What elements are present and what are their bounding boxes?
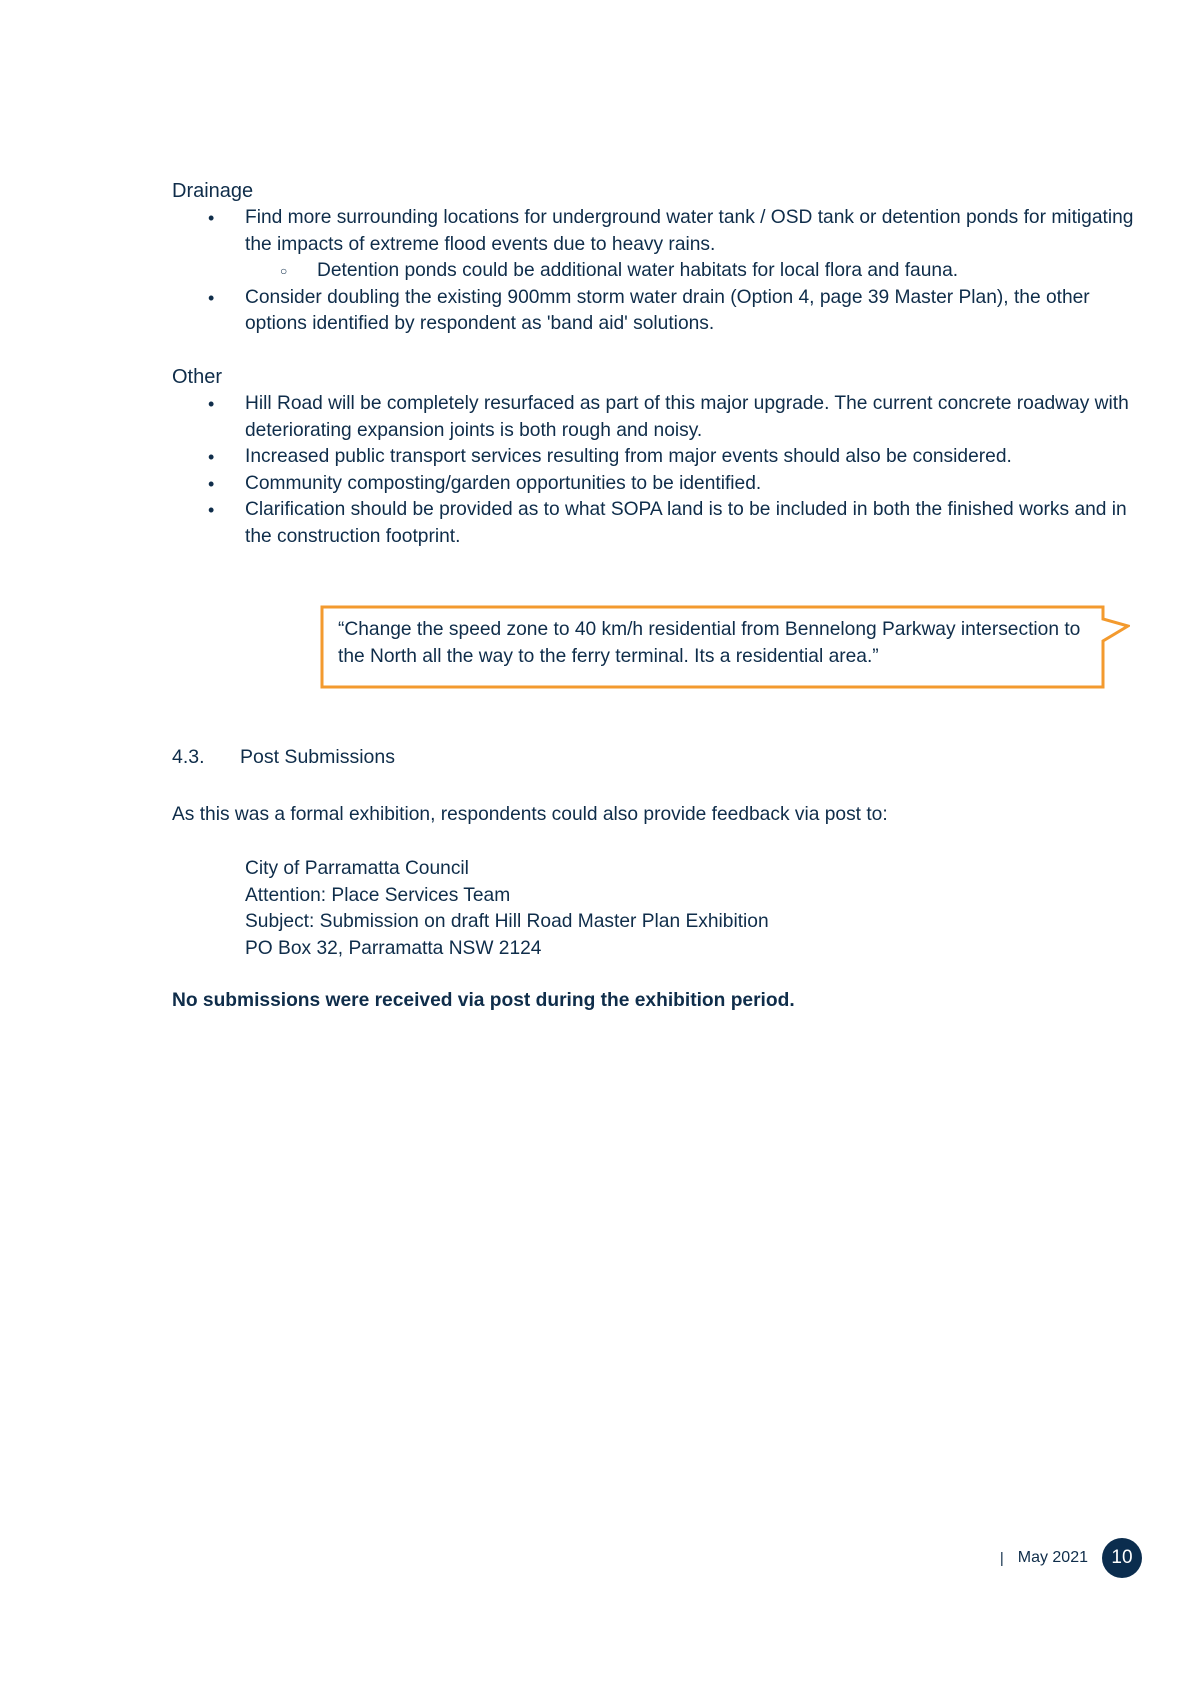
- drainage-list: [172, 205, 1142, 338]
- drainage-heading: Drainage: [172, 180, 254, 202]
- list-item: • Find more surrounding locations for underground water tank / OSD tank or detention ponds for mitigating the impacts of extreme flood events due to heavy rains.: [172, 205, 1142, 258]
- quote-callout: [320, 605, 1105, 685]
- address-line: Subject: Submission on draft Hill Road Master Plan Exhibition: [245, 911, 769, 932]
- footer-date: May 2021: [1017, 1549, 1088, 1566]
- other-list: [172, 391, 1142, 550]
- section-intro: As this was a formal exhibition, respondents could also provide feedback via post to:: [172, 804, 888, 825]
- sub-list-item: ○ Detention ponds could be additional water habitats for local flora and fauna.: [172, 258, 1142, 285]
- postal-address: [245, 856, 769, 962]
- list-item: • Hill Road will be completely resurfaced as part of this major upgrade. The current concrete roadway with deteriorating expansion joints is both rough and noisy.: [172, 391, 1142, 444]
- footer-separator: |: [999, 1549, 1004, 1567]
- section-title: Post Submissions: [240, 746, 395, 768]
- quote-text: “Change the speed zone to 40 km/h residential from Bennelong Parkway intersection to the North all the way to the ferry terminal. Its a residential area.”: [338, 619, 1081, 667]
- section-number: 4.3.: [172, 746, 205, 768]
- list-item: • Consider doubling the existing 900mm storm water drain (Option 4, page 39 Master Plan), the other options identified by respondent as 'band aid' solutions.: [172, 285, 1142, 338]
- page-number-badge: 10: [1102, 1538, 1142, 1578]
- address-line: Attention: Place Services Team: [245, 884, 511, 906]
- list-item: • Clarification should be provided as to what SOPA land is to be included in both the finished works and in the construction footprint.: [172, 497, 1142, 550]
- page-footer: [1000, 1538, 1142, 1578]
- section-conclusion: No submissions were received via post during the exhibition period.: [172, 990, 795, 1011]
- address-line: City of Parramatta Council: [245, 858, 469, 879]
- other-heading: Other: [172, 366, 223, 388]
- address-line: PO Box 32, Parramatta NSW 2124: [245, 937, 542, 959]
- list-item: • Increased public transport services resulting from major events should also be considered.: [172, 444, 1142, 471]
- list-item: • Community composting/garden opportunities to be identified.: [172, 471, 1142, 498]
